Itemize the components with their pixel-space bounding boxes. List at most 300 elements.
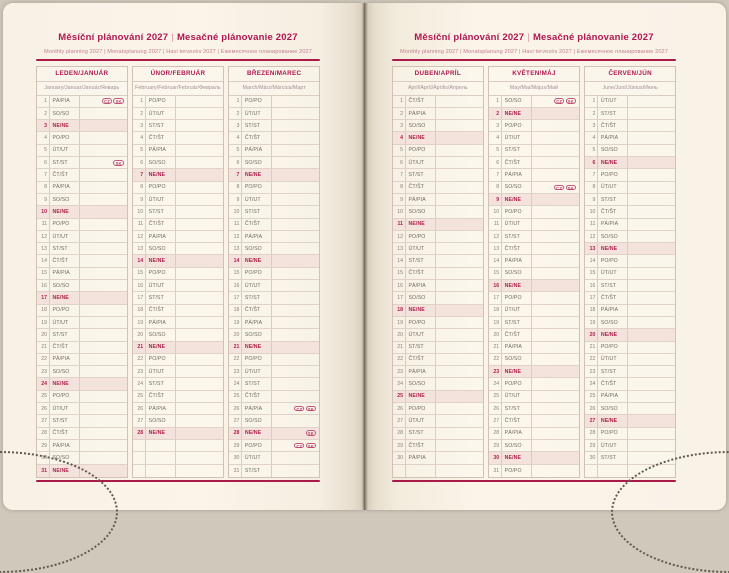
day-row: [229, 243, 319, 255]
day-number: 25: [489, 391, 502, 402]
day-number: 9: [393, 194, 406, 205]
day-of-week-label: NE/NE: [50, 206, 80, 217]
day-of-week-label: SO/SO: [242, 415, 272, 426]
day-number: 22: [133, 354, 146, 365]
day-of-week-label: PO/PO: [406, 403, 436, 414]
notes-cell: [532, 305, 579, 316]
left-page-content: [36, 3, 320, 482]
notes-cell: [176, 354, 223, 365]
day-of-week-label: PÁ/PIA: [598, 219, 628, 230]
day-of-week-label: ST/ST: [502, 317, 532, 328]
day-number: 29: [489, 440, 502, 451]
day-number: 10: [37, 206, 50, 217]
day-number: 17: [229, 292, 242, 303]
day-of-week-label: [406, 465, 436, 477]
day-row: [489, 268, 579, 280]
notes-cell: [436, 243, 483, 254]
day-number: 10: [133, 206, 146, 217]
notes-cell: [80, 206, 127, 217]
notes-cell: [176, 465, 223, 477]
notes-cell: [80, 292, 127, 303]
notes-cell: [436, 96, 483, 107]
day-number: [133, 452, 146, 463]
notes-cell: [628, 391, 675, 402]
notes-cell: [628, 243, 675, 254]
notes-cell: [272, 329, 319, 340]
notes-cell: [80, 157, 127, 168]
day-row: [37, 96, 127, 108]
day-row: [229, 280, 319, 292]
day-row: [393, 415, 483, 427]
notes-cell: [176, 452, 223, 463]
day-row: [393, 378, 483, 390]
day-row: [393, 96, 483, 108]
binding-gutter-shadow: [362, 3, 368, 510]
day-row: [133, 268, 223, 280]
right-page: [365, 3, 726, 510]
day-number: 28: [37, 428, 50, 439]
day-row: [229, 268, 319, 280]
holiday-badge-cz: CZ: [556, 99, 563, 105]
day-of-week-label: PO/PO: [502, 465, 532, 477]
day-number: 20: [133, 329, 146, 340]
day-number: 25: [393, 391, 406, 402]
holiday-badge-cz: CZ: [556, 185, 563, 191]
empty-row: [133, 440, 223, 452]
day-row: [393, 452, 483, 464]
notes-cell: [80, 120, 127, 131]
day-number: 20: [393, 329, 406, 340]
day-row: [489, 415, 579, 427]
day-of-week-label: NE/NE: [242, 255, 272, 266]
day-of-week-label: NE/NE: [406, 391, 436, 402]
notes-cell: [176, 391, 223, 402]
day-number: 4: [585, 132, 598, 143]
day-number: 21: [133, 342, 146, 353]
page-title: [36, 32, 320, 43]
day-row: [489, 354, 579, 366]
day-number: 23: [133, 366, 146, 377]
day-row: [489, 366, 579, 378]
notes-cell: [176, 280, 223, 291]
day-of-week-label: PÁ/PIA: [242, 403, 272, 414]
day-row: [585, 280, 675, 292]
day-row: [133, 206, 223, 218]
notes-cell: [272, 378, 319, 389]
day-of-week-label: ÚT/UT: [242, 108, 272, 119]
notes-cell: [436, 391, 483, 402]
day-row: [585, 243, 675, 255]
day-of-week-label: ÚT/UT: [50, 145, 80, 156]
day-row: [585, 182, 675, 194]
day-of-week-label: PÁ/PIA: [50, 96, 80, 107]
notes-cell: [628, 366, 675, 377]
day-number: 16: [393, 280, 406, 291]
day-number: 16: [585, 280, 598, 291]
month-languages: February/Februar/Február/Февраль: [133, 82, 223, 96]
day-row: [489, 96, 579, 108]
notes-cell: [436, 342, 483, 353]
day-row: [133, 157, 223, 169]
day-number: 20: [489, 329, 502, 340]
day-number: 16: [133, 280, 146, 291]
notes-cell: [532, 169, 579, 180]
day-number: 3: [133, 120, 146, 131]
day-number: 28: [229, 428, 242, 439]
day-row: [229, 194, 319, 206]
day-of-week-label: NE/NE: [146, 342, 176, 353]
notes-cell: [436, 182, 483, 193]
day-number: 20: [585, 329, 598, 340]
notes-cell: [176, 194, 223, 205]
notes-cell: [80, 329, 127, 340]
notes-cell: [532, 329, 579, 340]
notes-cell: [628, 219, 675, 230]
day-row: [37, 280, 127, 292]
day-of-week-label: SO/SO: [146, 415, 176, 426]
day-row: [133, 378, 223, 390]
day-of-week-label: PÁ/PIA: [146, 317, 176, 328]
day-number: 24: [229, 378, 242, 389]
day-number: 18: [133, 305, 146, 316]
day-number: 6: [37, 157, 50, 168]
day-row: [585, 366, 675, 378]
notes-cell: [628, 280, 675, 291]
day-number: 26: [229, 403, 242, 414]
day-number: 14: [393, 255, 406, 266]
notes-cell: [436, 440, 483, 451]
notes-cell: [532, 231, 579, 242]
day-number: 5: [489, 145, 502, 156]
day-row: [229, 219, 319, 231]
day-row: [229, 206, 319, 218]
notes-cell: [628, 206, 675, 217]
day-of-week-label: NE/NE: [502, 108, 532, 119]
notes-cell: [176, 428, 223, 439]
day-row: [229, 428, 319, 440]
day-number: 19: [393, 317, 406, 328]
notes-cell: [80, 378, 127, 389]
day-row: [585, 169, 675, 181]
day-of-week-label: PÁ/PIA: [406, 366, 436, 377]
day-row: [37, 206, 127, 218]
day-row: [489, 243, 579, 255]
day-number: 4: [489, 132, 502, 143]
day-row: [393, 243, 483, 255]
day-row: [489, 108, 579, 120]
day-of-week-label: PÁ/PIA: [242, 317, 272, 328]
day-of-week-label: SO/SO: [406, 292, 436, 303]
day-number: 12: [133, 231, 146, 242]
day-of-week-label: ST/ST: [50, 415, 80, 426]
notes-cell: [532, 317, 579, 328]
day-number: 9: [585, 194, 598, 205]
day-number: 23: [489, 366, 502, 377]
month-languages: June/Juni/Június/Июнь: [585, 82, 675, 96]
day-row: [133, 391, 223, 403]
day-number: 5: [133, 145, 146, 156]
day-number: 13: [133, 243, 146, 254]
day-row: [133, 366, 223, 378]
day-number: 9: [489, 194, 502, 205]
day-row: [393, 329, 483, 341]
day-number: 13: [229, 243, 242, 254]
day-of-week-label: ČT/ŠT: [50, 342, 80, 353]
day-row: [393, 391, 483, 403]
day-row: [585, 403, 675, 415]
day-of-week-label: PÁ/PIA: [502, 428, 532, 439]
day-of-week-label: SO/SO: [146, 157, 176, 168]
holiday-badge-cz: CZ: [296, 443, 303, 449]
day-of-week-label: SO/SO: [146, 329, 176, 340]
day-of-week-label: NE/NE: [146, 169, 176, 180]
day-of-week-label: PÁ/PIA: [50, 182, 80, 193]
notes-cell: [272, 255, 319, 266]
day-number: 5: [393, 145, 406, 156]
day-of-week-label: ÚT/UT: [50, 317, 80, 328]
notes-cell: [176, 182, 223, 193]
day-row: [37, 231, 127, 243]
notes-cell: [272, 366, 319, 377]
day-number: 1: [37, 96, 50, 107]
notes-cell: [628, 268, 675, 279]
day-number: [133, 440, 146, 451]
notes-cell: [272, 292, 319, 303]
notes-cell: [272, 354, 319, 365]
notes-cell: [80, 243, 127, 254]
day-row: [489, 219, 579, 231]
notes-cell: [80, 268, 127, 279]
day-row: [393, 120, 483, 132]
day-number: 30: [393, 452, 406, 463]
day-number: 19: [133, 317, 146, 328]
month-name: KVĚTEN/MÁJ: [489, 67, 579, 82]
day-of-week-label: PO/PO: [598, 428, 628, 439]
day-number: 6: [133, 157, 146, 168]
month-box-february: [132, 66, 224, 478]
month-rows: [133, 96, 223, 477]
day-of-week-label: ÚT/UT: [146, 194, 176, 205]
title-separator: |: [527, 32, 530, 43]
notes-cell: [80, 255, 127, 266]
day-of-week-label: NE/NE: [50, 378, 80, 389]
day-row: [585, 96, 675, 108]
day-row: [133, 403, 223, 415]
day-number: [133, 465, 146, 477]
day-of-week-label: ST/ST: [242, 465, 272, 477]
day-of-week-label: PO/PO: [242, 268, 272, 279]
day-of-week-label: NE/NE: [406, 219, 436, 230]
holiday-badge-cz: CZ: [103, 99, 110, 105]
day-number: 7: [133, 169, 146, 180]
day-of-week-label: NE/NE: [146, 255, 176, 266]
day-row: [229, 157, 319, 169]
day-of-week-label: ÚT/UT: [502, 391, 532, 402]
day-row: [585, 108, 675, 120]
notes-cell: [80, 194, 127, 205]
month-rows: [393, 96, 483, 477]
day-of-week-label: ÚT/UT: [598, 354, 628, 365]
notes-cell: [272, 403, 319, 414]
day-row: [393, 280, 483, 292]
day-row: [489, 206, 579, 218]
day-number: 22: [585, 354, 598, 365]
day-row: [585, 194, 675, 206]
day-of-week-label: NE/NE: [242, 342, 272, 353]
day-of-week-label: ČT/ŠT: [598, 378, 628, 389]
notes-cell: [532, 145, 579, 156]
day-of-week-label: SO/SO: [50, 280, 80, 291]
day-number: 26: [585, 403, 598, 414]
day-number: 7: [585, 169, 598, 180]
day-of-week-label: ST/ST: [50, 157, 80, 168]
day-of-week-label: ČT/ŠT: [502, 157, 532, 168]
day-of-week-label: ST/ST: [598, 366, 628, 377]
day-number: 22: [37, 354, 50, 365]
notes-cell: [532, 157, 579, 168]
day-row: [585, 428, 675, 440]
day-of-week-label: SO/SO: [50, 108, 80, 119]
month-name: BŘEZEN/MAREC: [229, 67, 319, 82]
notes-cell: [628, 231, 675, 242]
day-number: [393, 465, 406, 477]
day-row: [133, 317, 223, 329]
notes-cell: [272, 317, 319, 328]
notes-cell: [532, 354, 579, 365]
notes-cell: [532, 96, 579, 107]
month-name: DUBEN/APRÍL: [393, 67, 483, 82]
notes-cell: [272, 391, 319, 402]
month-name: ČERVEN/JÚN: [585, 67, 675, 82]
holiday-badge-sk: SK: [567, 185, 574, 191]
notes-cell: [176, 403, 223, 414]
day-row: [229, 169, 319, 181]
day-row: [133, 120, 223, 132]
day-number: 27: [37, 415, 50, 426]
notes-cell: [628, 305, 675, 316]
day-of-week-label: ÚT/UT: [146, 108, 176, 119]
day-row: [489, 342, 579, 354]
day-of-week-label: ČT/ŠT: [242, 219, 272, 230]
day-row: [229, 354, 319, 366]
day-number: 22: [489, 354, 502, 365]
day-number: 9: [37, 194, 50, 205]
notes-cell: [272, 231, 319, 242]
day-row: [133, 292, 223, 304]
day-number: 6: [585, 157, 598, 168]
day-number: 24: [489, 378, 502, 389]
day-number: 8: [37, 182, 50, 193]
day-row: [489, 391, 579, 403]
notes-cell: [272, 108, 319, 119]
notes-cell: [176, 243, 223, 254]
day-number: 27: [393, 415, 406, 426]
day-of-week-label: ČT/ŠT: [50, 428, 80, 439]
day-number: 12: [37, 231, 50, 242]
day-number: 2: [37, 108, 50, 119]
day-of-week-label: PO/PO: [242, 440, 272, 451]
notes-cell: [176, 145, 223, 156]
month-name: LEDEN/JANUÁR: [37, 67, 127, 82]
day-of-week-label: PO/PO: [242, 354, 272, 365]
notes-cell: [176, 268, 223, 279]
day-of-week-label: PO/PO: [598, 169, 628, 180]
day-number: 25: [37, 391, 50, 402]
title-czech: Měsíční plánování 2027: [414, 32, 525, 43]
day-of-week-label: [598, 465, 628, 477]
day-of-week-label: NE/NE: [146, 428, 176, 439]
day-number: 2: [393, 108, 406, 119]
day-row: [229, 366, 319, 378]
day-of-week-label: PÁ/PIA: [598, 132, 628, 143]
day-number: 3: [393, 120, 406, 131]
day-of-week-label: SO/SO: [598, 403, 628, 414]
day-of-week-label: ÚT/UT: [406, 157, 436, 168]
day-number: 11: [585, 219, 598, 230]
notes-cell: [628, 255, 675, 266]
day-row: [489, 132, 579, 144]
day-of-week-label: PO/PO: [502, 378, 532, 389]
title-separator: |: [171, 32, 174, 43]
holiday-badge-sk: SK: [307, 406, 315, 412]
day-of-week-label: ČT/ŠT: [146, 132, 176, 143]
day-of-week-label: ÚT/UT: [598, 440, 628, 451]
notes-cell: [80, 403, 127, 414]
day-of-week-label: PO/PO: [146, 354, 176, 365]
day-of-week-label: ST/ST: [146, 206, 176, 217]
day-of-week-label: ÚT/UT: [242, 452, 272, 463]
day-number: 11: [393, 219, 406, 230]
notes-cell: [176, 440, 223, 451]
day-of-week-label: [146, 452, 176, 463]
notes-cell: [272, 465, 319, 477]
notes-cell: [628, 157, 675, 168]
day-row: [37, 378, 127, 390]
day-of-week-label: PO/PO: [50, 132, 80, 143]
day-of-week-label: ČT/ŠT: [598, 206, 628, 217]
notes-cell: [436, 169, 483, 180]
day-number: 15: [393, 268, 406, 279]
day-of-week-label: ÚT/UT: [242, 280, 272, 291]
day-row: [133, 132, 223, 144]
notes-cell: [176, 157, 223, 168]
day-of-week-label: PÁ/PIA: [406, 108, 436, 119]
day-of-week-label: PO/PO: [406, 231, 436, 242]
day-of-week-label: PO/PO: [598, 342, 628, 353]
day-of-week-label: ST/ST: [242, 292, 272, 303]
notes-cell: [80, 182, 127, 193]
notes-cell: [436, 465, 483, 477]
notes-cell: [176, 219, 223, 230]
empty-row: [393, 465, 483, 477]
day-number: 14: [229, 255, 242, 266]
month-box-april: [392, 66, 484, 478]
day-row: [393, 403, 483, 415]
day-number: 12: [229, 231, 242, 242]
notes-cell: [436, 292, 483, 303]
day-row: [489, 292, 579, 304]
day-number: 15: [229, 268, 242, 279]
day-of-week-label: ČT/ŠT: [146, 305, 176, 316]
day-of-week-label: PO/PO: [50, 219, 80, 230]
day-row: [585, 342, 675, 354]
day-of-week-label: ST/ST: [146, 120, 176, 131]
day-of-week-label: ÚT/UT: [502, 305, 532, 316]
day-number: 26: [133, 403, 146, 414]
day-of-week-label: ST/ST: [242, 206, 272, 217]
day-number: 2: [585, 108, 598, 119]
day-of-week-label: ČT/ŠT: [502, 415, 532, 426]
